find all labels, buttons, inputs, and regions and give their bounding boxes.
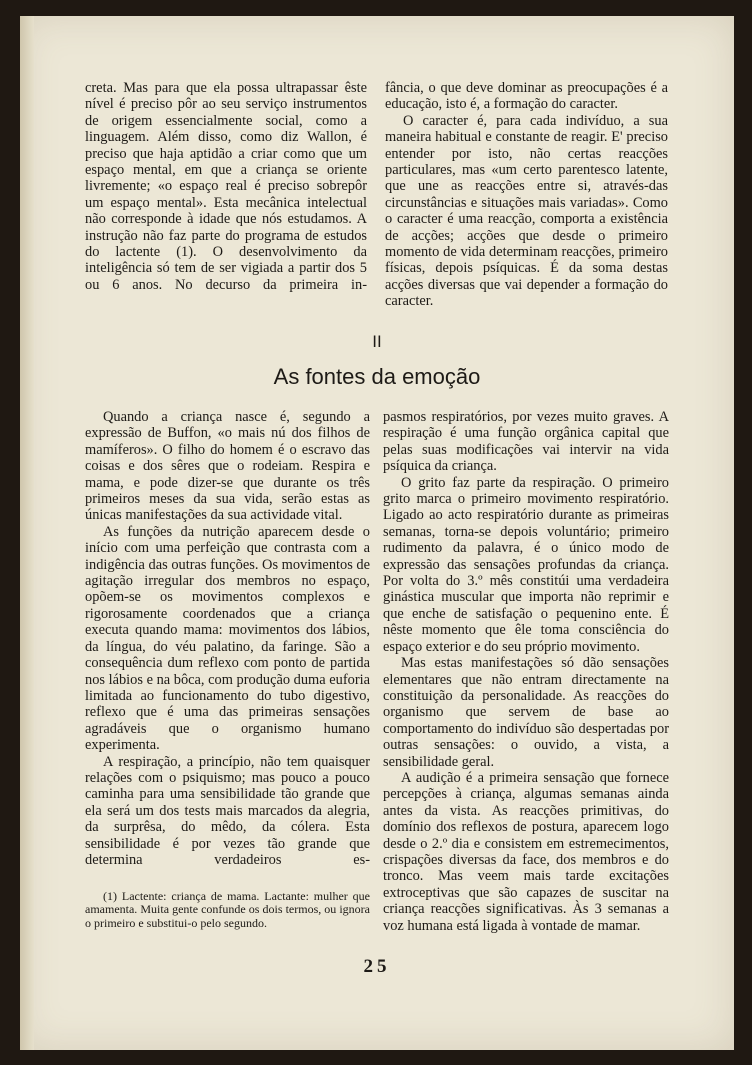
bottom-right-column [383, 409, 669, 934]
section-number: II [372, 332, 382, 351]
book-page [20, 16, 734, 1050]
top-left-column [85, 80, 367, 293]
footnote [85, 890, 370, 930]
paragraph: fância, o que deve dominar as preocupações é a educação, isto é, a formação do caracter. [385, 80, 668, 113]
page-gutter [20, 16, 34, 1050]
paragraph: O caracter é, para cada indivíduo, a sua maneira habitual e constante de reagir. E' preciso entender por isto, não certas reacções particulares, mas «um certo parentesco latente, que une as reacções entre si, através-das circunstâncias e situações mais variadas». Como o caracter é uma reacção, comporta a existência de acções; acções que desde o primeiro momento de vida determinam reacções, primeiro físicas, depois psíquicas. É da soma destas acções diversas que vai depender a formação do caracter. [385, 112, 668, 310]
paragraph: Mas estas manifestações só dão sensações elementares que não entram directamente na constituição da personalidade. As reacções do organismo que servem de base ao comportamento do indivíduo são despertadas por outras sensações: o ouvido, a vista, a sensibilidade geral. [383, 655, 669, 770]
paragraph: A audição é a primeira sensação que fornece percepções à criança, algumas semanas ainda antes da vista. As reacções primitivas, do domínio dos reflexos de postura, aparecem logo desde o 2.º dia e consistem em estremecimentos, crispações diversas da face, dos membros e do tronco. Mas veem mais tarde excitações extroceptivas que são capazes de suscitar na criança reacções significativas. Às 3 semanas a voz humana está ligada à vontade de mamar. [383, 769, 669, 934]
paragraph: A respiração, a princípio, não tem quaisquer relações com o psiquismo; mas pouco a pouco caminha para uma sensibilidade tão grande que ela será um dos tests mais marcados da alegria, da surprêsa, do mêdo, da cólera. Esta sensibilidade é por vezes tão grande que determina verdadeiros es- [85, 753, 370, 868]
paragraph: O grito faz parte da respiração. O primeiro grito marca o primeiro movimento respiratório. Ligado ao acto respiratório durante as primeiras semanas, torna-se depois voluntário; primeiro rudimento da palavra, é o único modo de expressão das sensações profundas da criança. Por volta do 3.º mês constitúi uma verdadeira ginástica muscular que importa não reprimir e que enche de satisfação o pequenino ente. É nêste momento que êle toma consciência do espaço exterior e do seu próprio movimento. [383, 474, 669, 655]
paragraph: As funções da nutrição aparecem desde o início com uma perfeição que contrasta com a indigência das outras funções. Os movimentos de agitação irregular dos membros no espaço, opõem-se os movimentos complexos e rigorosamente coordenados que a criança executa quando mama: movimentos dos lábios, da língua, do véu palatino, da faringe. São a consequência dum reflexo com ponto de partida nos lábios e na bôca, com produção duma euforia limitada ao funcionamento do tubo digestivo, reflexo que é uma das primeiras sensações agradáveis que o organismo humano experimenta. [85, 523, 370, 754]
page-number: 25 [363, 956, 391, 977]
top-right-column [385, 80, 668, 310]
footnote-text: (1) Lactente: criança de mama. Lactante: mulher que amamenta. Muita gente confunde os dois termos, ou ignora o primeiro e substitui-o pelo segundo. [85, 889, 370, 930]
paragraph: pasmos respiratórios, por vezes muito graves. A respiração é uma função orgânica capital que pelas suas modificações vai intervir na vida psíquica da criança. [383, 409, 669, 475]
section-title: As fontes da emoção [273, 364, 481, 389]
paragraph: creta. Mas para que ela possa ultrapassar êste nível é preciso pôr ao seu serviço instrumentos de origem essencialmente social, como a linguagem. Além disso, como diz Wallon, é preciso que haja aptidão a criar como que um espaço mental, em que a criança se oriente livremente; «o espaço real é preciso sobrepôr um espaço mental». Esta mecânica intelectual não corresponde à idade que nós estudamos. A instrução não faz parte do programa de estudos do lactente (1). O desenvolvimento da inteligência só tem de ser vigiada a partir dos 5 ou 6 anos. No decurso da primeira in- [85, 80, 367, 293]
bottom-left-column [85, 409, 370, 868]
paragraph: Quando a criança nasce é, segundo a expressão de Buffon, «o mais nú dos filhos de mamíferos». O filho do homem é o escravo das coisas e dos sêres que o rodeiam. Respira e mama, e pode dizer-se que durante os três primeiros meses da sua vida, serão estas as únicas manifestações da sua actividade vital. [85, 409, 370, 524]
